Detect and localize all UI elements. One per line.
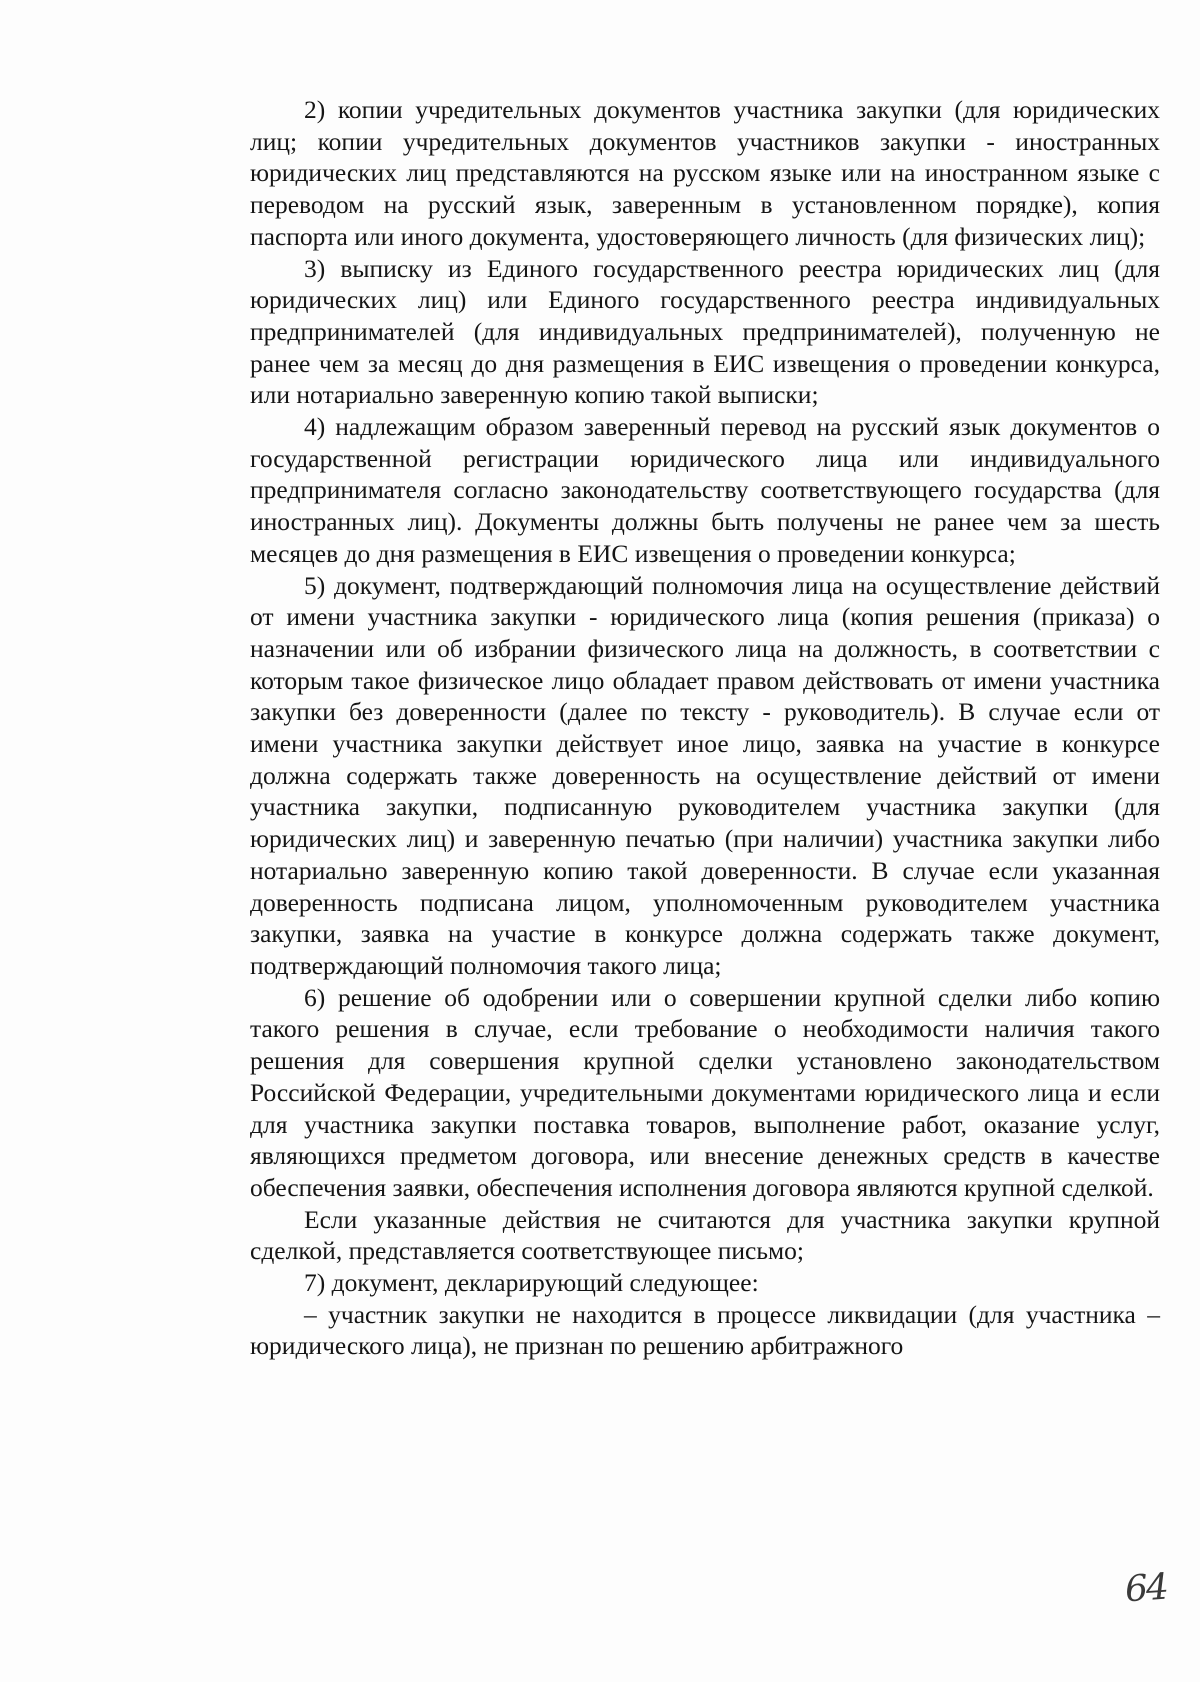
- paragraph-item-5: 5) документ, подтверждающий полномочия лица на осуществление действий от имени участника закупки - юридического лица (копия решения (приказа) о назначении или об избрании физического лица на должность, в соответствии с которым такое физическое лицо обладает правом действовать от имени участника закупки без доверенности (далее по тексту - руководитель). В случае если от имени участника закупки действует иное лицо, заявка на участие в конкурсе должна содержать также доверенность на осуществление действий от имени участника закупки, подписанную руководителем участника закупки (для юридических лиц) и заверенную печатью (при наличии) участника закупки либо нотариально заверенную копию такой доверенности. В случае если указанная доверенность подписана лицом, уполномоченным руководителем участника закупки, заявка на участие в конкурсе должна содержать также документ, подтверждающий полномочия такого лица;: [250, 570, 1160, 980]
- paragraph-item-6: 6) решение об одобрении или о совершении крупной сделки либо копию такого решения в случае, если требование о необходимости наличия такого решения для совершения крупной сделки установлено законодательством Российской Федерации, учредительными документами юридического лица и если для участника закупки поставка товаров, выполнение работ, оказание услуг, являющихся предметом договора, или внесение денежных средств в качестве обеспечения заявки, обеспечения исполнения договора являются крупной сделкой.: [250, 982, 1160, 1202]
- document-body: [250, 94, 1160, 1362]
- paragraph-note: Если указанные действия не считаются для участника закупки крупной сделкой, представляется соответствующее письмо;: [250, 1204, 1160, 1266]
- paragraph-declaration-1: – участник закупки не находится в процессе ликвидации (для участника – юридического лица), не признан по решению арбитражного: [250, 1299, 1160, 1361]
- paragraph-item-2: 2) копии учредительных документов участника закупки (для юридических лиц; копии учредительных документов участников закупки - иностранных юридических лиц представляются на русском языке или на иностранном языке с переводом на русский язык, заверенным в установленном порядке), копия паспорта или иного документа, удостоверяющего личность (для физических лиц);: [250, 95, 1160, 251]
- handwritten-page-number: 64: [1123, 1566, 1169, 1611]
- paragraph-item-7: 7) документ, декларирующий следующее:: [304, 1268, 759, 1298]
- paragraph-item-3: 3) выписку из Единого государственного реестра юридических лиц (для юридических лиц) или Единого государственного реестра индивидуальных предпринимателей (для индивидуальных предпринимателей), полученную не ранее чем за месяц до дня размещения в ЕИС извещения о проведении конкурса, или нотариально заверенную копию такой выписки;: [250, 253, 1160, 410]
- paragraph-item-4: 4) надлежащим образом заверенный перевод на русский язык документов о государственной регистрации юридического лица или индивидуального предпринимателя согласно законодательству соответствующего государства (для иностранных лиц). Документы должны быть получены не ранее чем за шесть месяцев до дня размещения в ЕИС извещения о проведении конкурса;: [250, 412, 1160, 568]
